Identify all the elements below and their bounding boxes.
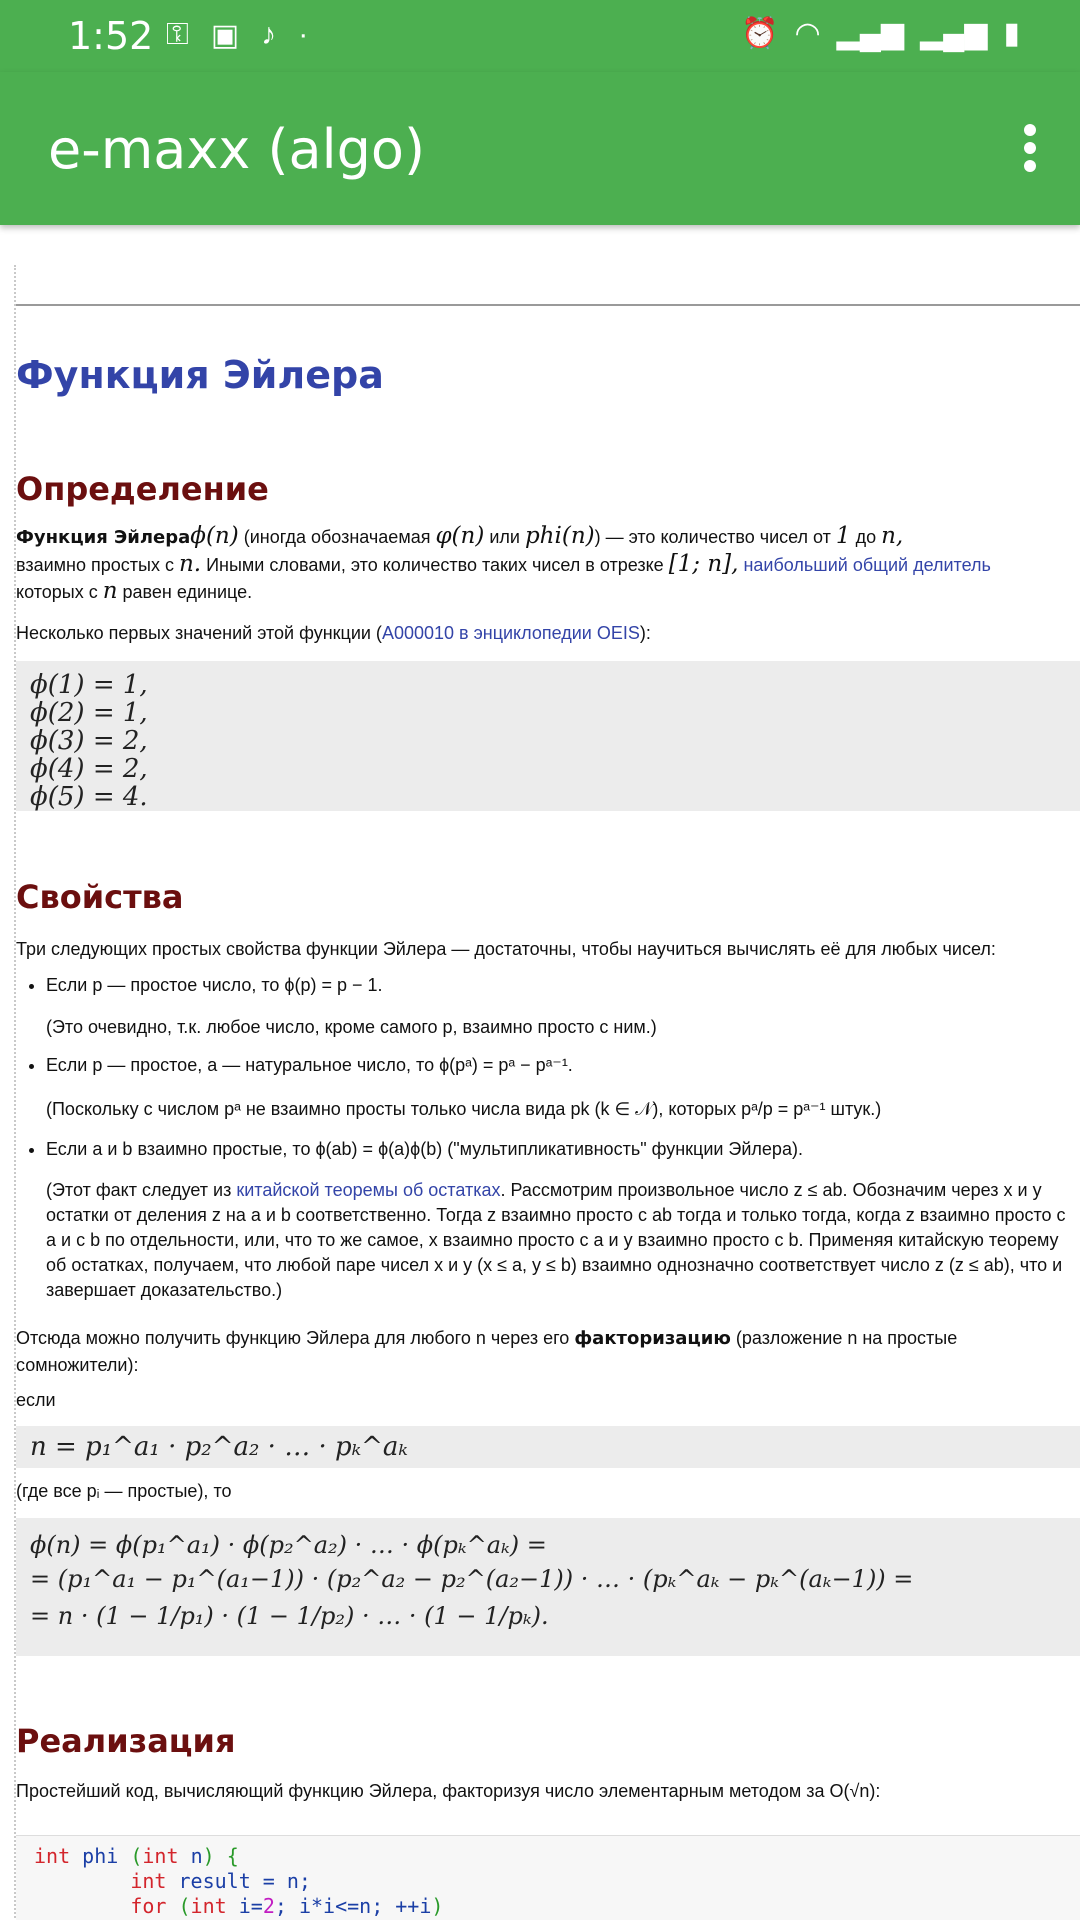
notification-icons [166,18,308,53]
app-title: e-maxx (algo) [48,118,426,181]
article-content[interactable] [0,225,1080,1920]
implementation-paragraph: Простейший код, вычисляющий функцию Эйлера, факторизуя число элементарным методом за O(√n): [16,1781,881,1801]
properties-list [16,973,1076,998]
alarm-icon: ⏰ [741,17,779,50]
property-1: • Если p — простое число, то ϕ(p) = p − 1. [46,973,1076,998]
left-border [14,265,16,1920]
divider [16,304,1080,306]
page-title: Функция Эйлера [16,353,384,397]
more-options-icon[interactable] [1018,124,1042,172]
factorization-paragraph: Отсюда можно получить функцию Эйлера для любого n через его факторизацию (разложение n на простые сомножители): [16,1328,958,1375]
storage-icon: ▣ [210,19,240,52]
wifi-icon: ◠ [794,17,821,50]
where-text: (где все pᵢ — простые), то [16,1481,232,1501]
code-line-3: for (int i=2; i*i<=n; ++i) [130,1894,444,1918]
signal-icon: ▂▄▆ [836,17,905,50]
factor-formula-box: n = p₁^a₁ · p₂^a₂ · … · pₖ^aₖ [16,1426,1080,1468]
signal-2-icon: ▂▄▆ [920,17,988,50]
property-2-note: (Поскольку с числом pᵃ не взаимно просты только числа вида pk (k ∈ 𝒩), которых pᵃ/p = pᵃ⁻¹ штук.) [46,1099,882,1119]
battery-icon: ▮ [1003,17,1020,50]
property-1-note: (Это очевидно, т.к. любое число, кроме самого p, взаимно просто с ним.) [46,1017,657,1037]
property-3: • Если a и b взаимно простые, то ϕ(ab) = ϕ(a)ϕ(b) ("мультипликативность" функции Эйлера). [46,1137,1076,1162]
dot-icon: · [298,18,309,51]
clock: 1:52 [68,14,154,58]
first-values-paragraph: Несколько первых значений этой функции (A000010 в энциклопедии OEIS): [16,623,651,643]
euler-formula-box: ϕ(n) = ϕ(p₁^a₁) · ϕ(p₂^a₂) · … · ϕ(pₖ^aₖ) = = (p₁^a₁ − p₁^(a₁−1)) · (p₂^a₂ − p₂^(a₂−1)) · … · (pₖ^aₖ − pₖ^(aₖ−1)) = = n · (1 − 1/p₁) · (1 − 1/p₂) · … · (1 − 1/pₖ). [16,1518,1080,1656]
heading-implementation: Реализация [16,1722,236,1760]
system-icons [741,16,1020,51]
key-icon: ⚿ [166,18,189,51]
if-text: если [16,1390,56,1410]
gcd-link[interactable]: наибольший общий делитель [743,555,991,575]
property-2: • Если p — простое, a — натуральное число, то ϕ(pᵃ) = pᵃ − pᵃ⁻¹. [46,1053,1076,1078]
code-line-1: int phi (int n) { [34,1844,239,1868]
app-bar [0,72,1080,225]
property-3-note: (Этот факт следует из китайской теоремы об остатках. Рассмотрим произвольное число z ≤ ab. Обозначим через x и y остатки от деления z на a и b соответственно. Тогда z взаимно просто с ab тогда и только тогда, когда z взаимно просто с a и с b по отдельности, или, что то же самое, x взаимно просто с a и y взаимно просто с b. Применяя китайскую теорему об остатках, получаем, что любой паре чисел x и y (x ≤ a, y ≤ b) взаимно однозначно соответствует число z (z ≤ ab), что и завершает доказательство.) [46,1180,1066,1300]
music-icon: ♪ [261,18,277,51]
properties-list-3 [16,1137,1076,1162]
heading-definition: Определение [16,470,269,508]
definition-paragraph: Функция Эйлераϕ(n) (иногда обозначаемая φ(n) или phi(n)) — это количество чисел от 1 до n, взаимно простых с n. Иными словами, это количество таких чисел в отрезке [1; n], наибольший общий делитель которых с n равен единице. [16,523,991,604]
status-bar [0,0,1080,72]
crt-link[interactable]: китайской теоремы об остатках [236,1180,501,1200]
properties-intro: Три следующих простых свойства функции Эйлера — достаточны, чтобы научиться вычислять её для любых чисел: [16,939,996,959]
values-formula-box: ϕ(1) = 1, ϕ(2) = 1, ϕ(3) = 2, ϕ(4) = 2, ϕ(5) = 4. [16,661,1080,811]
heading-properties: Свойства [16,878,184,916]
code-block[interactable] [16,1835,1080,1920]
properties-list-2 [16,1053,1076,1078]
oeis-link[interactable]: A000010 в энциклопедии OEIS [381,623,640,643]
code-line-2: int result = n; [130,1869,311,1893]
